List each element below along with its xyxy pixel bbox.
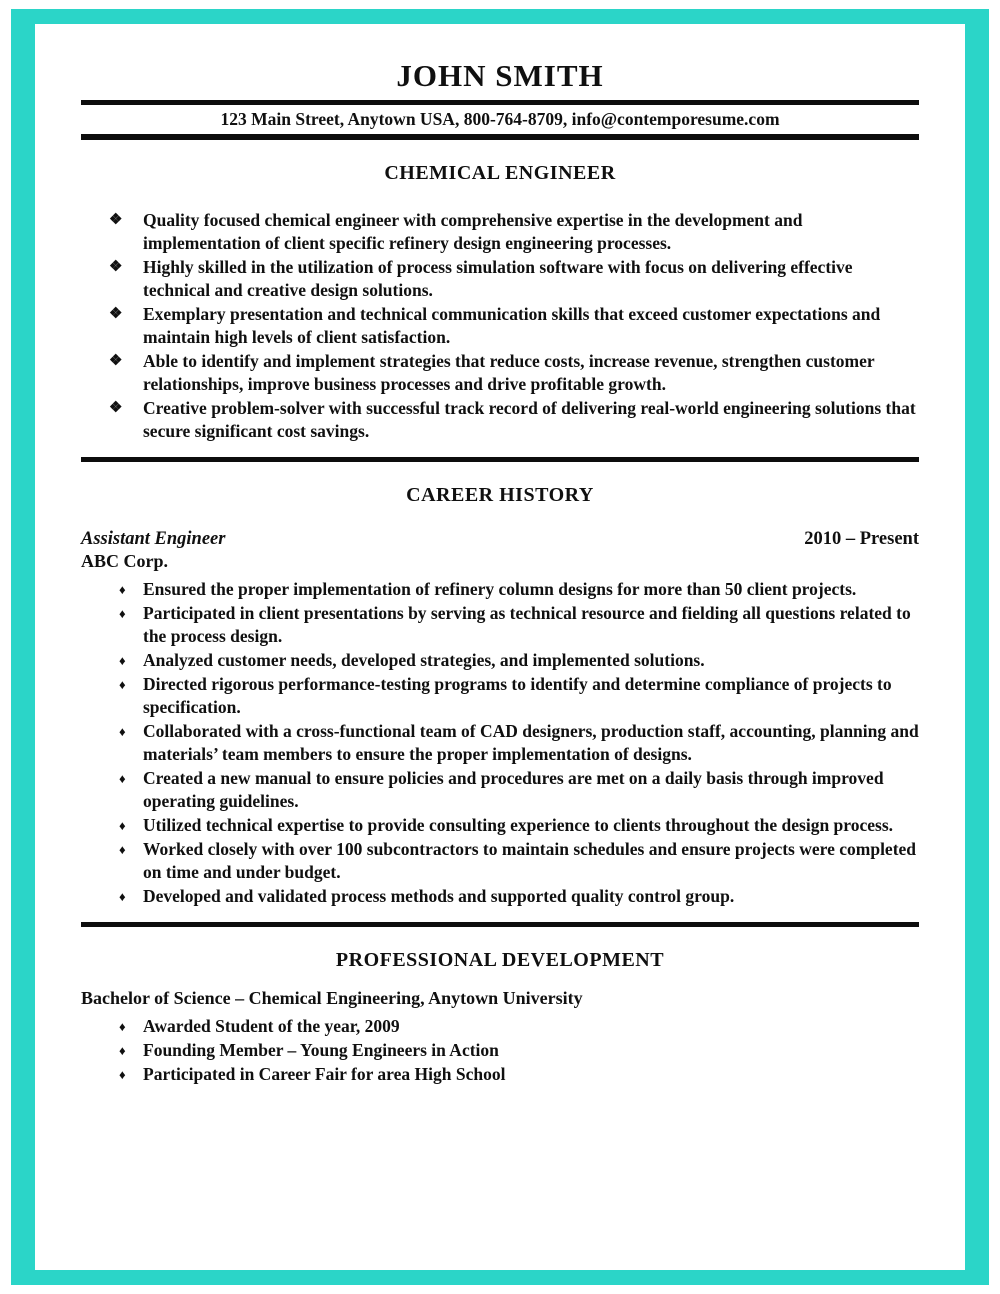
list-item <box>109 350 919 396</box>
divider-development <box>81 922 919 927</box>
diamond-bullet-icon: ♦ <box>119 653 126 668</box>
list-item <box>119 767 919 813</box>
diamond-bullet-icon: ♦ <box>119 724 126 739</box>
development-bullet-list <box>119 1015 919 1086</box>
diamond-bullet-icon: ♦ <box>119 1043 126 1058</box>
bullet-text: Exemplary presentation and technical communication skills that exceed customer expectations and maintain high levels of client satisfaction. <box>143 304 881 347</box>
bullet-text: Highly skilled in the utilization of process simulation software with focus on delivering effective technical and creative design solutions. <box>143 257 853 300</box>
job-dates: 2010 – Present <box>804 529 919 549</box>
bullet-text: Able to identify and implement strategies that reduce costs, increase revenue, strengthen customer relationships, improve business processes and drive profitable growth. <box>143 351 875 394</box>
list-item <box>109 303 919 349</box>
list-item <box>119 1039 919 1062</box>
list-item <box>119 838 919 884</box>
bullet-text: Analyzed customer needs, developed strategies, and implemented solutions. <box>143 650 705 670</box>
list-item <box>109 256 919 302</box>
divider-under-contact <box>81 134 919 140</box>
bullet-text: Collaborated with a cross-functional team of CAD designers, production staff, accounting, planning and materials’ team members to ensure the proper implementation of designs. <box>143 721 919 764</box>
bullet-text: Ensured the proper implementation of refinery column designs for more than 50 client projects. <box>143 579 857 599</box>
profile-heading: CHEMICAL ENGINEER <box>384 162 616 184</box>
turquoise-border-frame <box>11 9 989 1285</box>
degree-line: Bachelor of Science – Chemical Engineering, Anytown University <box>81 988 583 1008</box>
development-heading: PROFESSIONAL DEVELOPMENT <box>335 949 665 971</box>
list-item <box>109 209 919 255</box>
diamond-bullet-icon: ♦ <box>119 677 126 692</box>
divider-career <box>81 457 919 462</box>
list-item <box>119 1015 919 1038</box>
person-name: JOHN SMITH <box>396 58 604 93</box>
bullet-text: Directed rigorous performance-testing programs to identify and determine compliance of projects to specification. <box>143 674 892 717</box>
contact-line: 123 Main Street, Anytown USA, 800-764-8709, info@contemporesume.com <box>220 109 780 129</box>
diamond-bullet-icon: ♦ <box>119 889 126 904</box>
bullet-text: Quality focused chemical engineer with comprehensive expertise in the development and implementation of client specific refinery design engineering processes. <box>143 210 803 253</box>
list-item <box>109 397 919 443</box>
bullet-text: Creative problem-solver with successful track record of delivering real-world engineering solutions that secure significant cost savings. <box>143 398 916 441</box>
diamond-bullet-icon: ♦ <box>119 842 126 857</box>
diamond-x-bullet-icon: ❖ <box>109 259 123 275</box>
list-item <box>119 649 919 672</box>
diamond-bullet-icon: ♦ <box>119 606 126 621</box>
diamond-bullet-icon: ♦ <box>119 771 126 786</box>
bullet-text: Worked closely with over 100 subcontractors to maintain schedules and ensure projects were completed on time and under budget. <box>143 839 917 882</box>
bullet-text: Awarded Student of the year, 2009 <box>143 1016 400 1036</box>
list-item <box>119 814 919 837</box>
career-heading: CAREER HISTORY <box>406 484 594 506</box>
divider-under-name <box>81 100 919 105</box>
diamond-x-bullet-icon: ❖ <box>109 353 123 369</box>
career-bullet-list <box>119 578 919 908</box>
list-item <box>119 673 919 719</box>
list-item <box>119 720 919 766</box>
diamond-bullet-icon: ♦ <box>119 582 126 597</box>
diamond-x-bullet-icon: ❖ <box>109 212 123 228</box>
diamond-bullet-icon: ♦ <box>119 1019 126 1034</box>
bullet-text: Created a new manual to ensure policies and procedures are met on a daily basis through improved operating guidelines. <box>143 768 884 811</box>
bullet-text: Utilized technical expertise to provide consulting experience to clients throughout the design process. <box>143 815 894 835</box>
list-item <box>119 578 919 601</box>
list-item <box>119 602 919 648</box>
job-header-row <box>81 529 919 550</box>
diamond-x-bullet-icon: ❖ <box>109 306 123 322</box>
profile-bullet-list <box>109 209 919 443</box>
diamond-x-bullet-icon: ❖ <box>109 400 123 416</box>
company-name: ABC Corp. <box>81 551 169 571</box>
diamond-bullet-icon: ♦ <box>119 1067 126 1082</box>
job-title: Assistant Engineer <box>81 529 226 549</box>
list-item <box>119 885 919 908</box>
bullet-text: Founding Member – Young Engineers in Action <box>143 1040 499 1060</box>
bullet-text: Participated in client presentations by serving as technical resource and fielding all questions related to the process design. <box>143 603 911 646</box>
bullet-text: Developed and validated process methods and supported quality control group. <box>143 886 735 906</box>
resume-content <box>35 24 965 1086</box>
bullet-text: Participated in Career Fair for area High School <box>143 1064 506 1084</box>
diamond-bullet-icon: ♦ <box>119 818 126 833</box>
list-item <box>119 1063 919 1086</box>
